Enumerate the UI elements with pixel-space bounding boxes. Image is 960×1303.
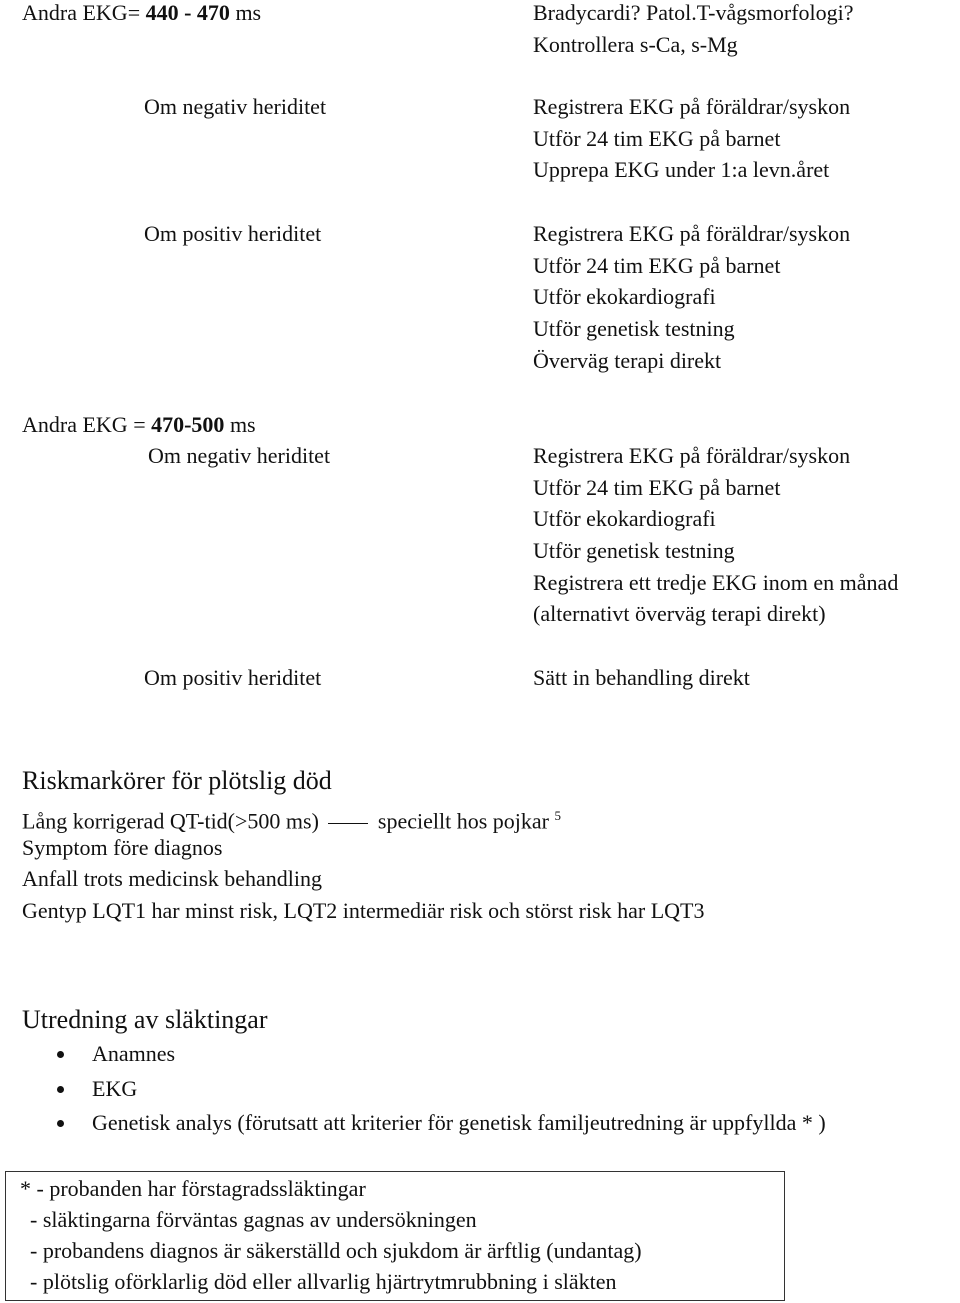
action-line: Registrera EKG på föräldrar/syskon xyxy=(533,443,851,468)
action-line: Utför 24 tim EKG på barnet xyxy=(533,125,781,151)
action-line: Utför ekokardiografi xyxy=(533,506,716,532)
action-line: Bradycardi? Patol.T-vågsmorfologi? xyxy=(533,0,854,25)
action-line: Utför genetisk testning xyxy=(533,316,735,342)
risk-marker-boys-text: speciellt hos pojkar xyxy=(377,808,549,834)
ekg-unit: ms xyxy=(229,0,262,25)
negative-heredity-actions-2 xyxy=(533,440,898,630)
positive-heredity-actions-1 xyxy=(533,218,850,376)
ekg-range-value: 470-500 xyxy=(151,412,225,437)
bullet-icon xyxy=(57,1086,64,1093)
list-item-text: EKG xyxy=(92,1075,138,1101)
footnote-line: * - probanden har förstagradssläktingar xyxy=(20,1176,366,1201)
bullet-icon xyxy=(57,1051,64,1058)
ekg-range-1-actions xyxy=(533,0,854,60)
risk-marker-line: Gentyp LQT1 har minst risk, LQT2 intermediär risk och störst risk har LQT3 xyxy=(22,898,705,924)
positive-heredity-actions-2 xyxy=(533,662,750,694)
action-line: Upprepa EKG under 1:a levn.året xyxy=(533,157,830,183)
risk-marker-line: Symptom före diagnos xyxy=(22,834,223,860)
footnote-line: - släktingarna förväntas gagnas av undersökningen xyxy=(30,1207,477,1232)
ekg-label-prefix: Andra EKG = xyxy=(22,412,152,437)
action-line: Registrera EKG på föräldrar/syskon xyxy=(533,221,851,246)
list-item-text: Anamnes xyxy=(92,1041,176,1066)
action-line: Registrera ett tredje EKG inom en månad xyxy=(533,569,899,595)
ekg-range-value: 440 - 470 xyxy=(145,0,230,25)
footnote-line: - plötslig oförklarlig död eller allvarlig hjärtrytmrubbning i släkten xyxy=(30,1269,617,1294)
risk-markers-list xyxy=(22,800,704,927)
reference-superscript: 5 xyxy=(554,808,561,823)
bullet-icon xyxy=(57,1120,64,1127)
positive-heredity-label-2: Om positiv heriditet xyxy=(144,665,322,690)
ekg-range-label-2 xyxy=(22,409,256,441)
negative-heredity-label-2: Om negativ heriditet xyxy=(148,443,331,468)
risk-marker-line xyxy=(22,800,704,832)
negative-heredity-actions-1 xyxy=(533,91,850,186)
action-line: Utför ekokardiografi xyxy=(533,284,716,310)
risk-markers-heading: Riskmarkörer för plötslig död xyxy=(22,766,332,795)
positive-heredity-label-1: Om positiv heriditet xyxy=(144,221,322,246)
action-line: Sätt in behandling direkt xyxy=(533,665,750,690)
dash-divider xyxy=(328,823,368,824)
negative-heredity-label-1: Om negativ heriditet xyxy=(144,94,327,119)
risk-marker-qt-text: Lång korrigerad QT-tid(>500 ms) xyxy=(22,808,319,834)
action-line: Kontrollera s-Ca, s-Mg xyxy=(533,31,738,57)
ekg-range-label-1 xyxy=(22,0,261,29)
action-line: Utför genetisk testning xyxy=(533,538,735,564)
action-line: Överväg terapi direkt xyxy=(533,347,722,373)
footnote-line: - probandens diagnos är säkerställd och sjukdom är ärftlig (undantag) xyxy=(30,1238,642,1263)
list-item-text: Genetisk analys (förutsatt att kriterier för genetisk familjeutredning är uppfyllda * ) xyxy=(92,1110,826,1135)
risk-marker-line: Anfall trots medicinsk behandling xyxy=(22,866,322,892)
relatives-heading: Utredning av släktingar xyxy=(22,1005,268,1034)
action-line: Registrera EKG på föräldrar/syskon xyxy=(533,94,851,119)
action-line: Utför 24 tim EKG på barnet xyxy=(533,252,781,278)
action-line: (alternativt överväg terapi direkt) xyxy=(533,601,826,627)
footnote-box xyxy=(5,1171,785,1301)
ekg-label-prefix: Andra EKG= xyxy=(22,0,146,25)
ekg-unit: ms xyxy=(224,412,256,437)
action-line: Utför 24 tim EKG på barnet xyxy=(533,474,781,500)
